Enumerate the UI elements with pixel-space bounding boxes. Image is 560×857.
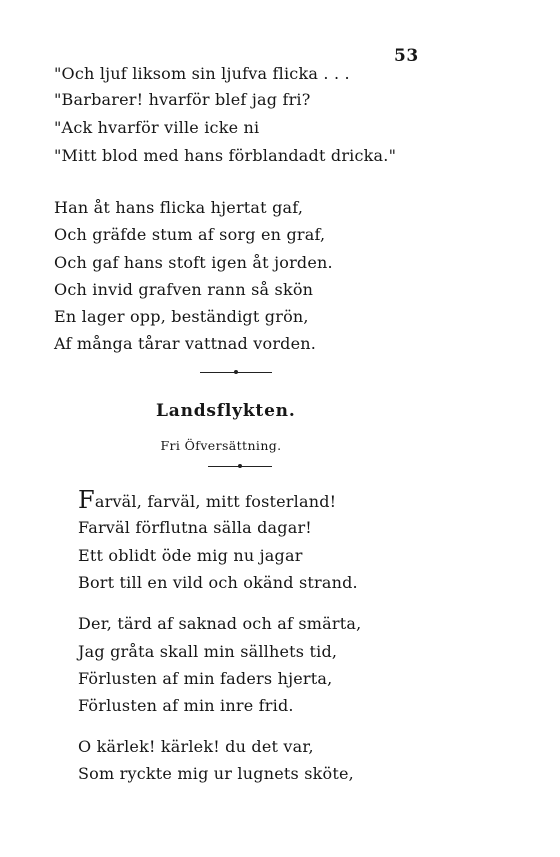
verse-line: Som ryckte mig ur lugnets sköte, (78, 764, 354, 783)
verse-line: O kärlek! kärlek! du det var, (78, 737, 314, 756)
verse-line: Och gaf hans stoft igen åt jorden. (54, 253, 333, 272)
divider-ornament (234, 370, 238, 374)
verse-line: Farväl förflutna sälla dagar! (78, 518, 312, 537)
verse-line-text: arväl, farväl, mitt fosterland! (94, 492, 337, 511)
divider-ornament (238, 464, 242, 468)
section-divider (200, 372, 272, 373)
verse-line: Förlusten af min inre frid. (78, 696, 294, 715)
verse-line: Jag gråta skall min sällhets tid, (78, 642, 338, 661)
verse-line: Förlusten af min faders hjerta, (78, 669, 333, 688)
verse-line: Och gräfde stum af sorg en graf, (54, 225, 326, 244)
verse-line: Der, tärd af saknad och af smärta, (78, 614, 362, 633)
verse-line (78, 486, 337, 514)
poem-title: Landsflykten. (156, 401, 296, 421)
poem-subtitle: Fri Öfversättning. (160, 438, 282, 453)
page-number: 53 (394, 46, 419, 66)
verse-line: "Och ljuf liksom sin ljufva flicka . . . (54, 64, 350, 83)
verse-line: Bort till en vild och okänd strand. (78, 573, 358, 592)
verse-line: "Barbarer! hvarför blef jag fri? (54, 90, 311, 109)
verse-line: En lager opp, beständigt grön, (54, 307, 309, 326)
verse-line: Af många tårar vattnad vorden. (54, 334, 317, 353)
drop-initial: F (78, 486, 95, 514)
verse-line: "Ack hvarför ville icke ni (54, 118, 260, 137)
verse-line: Han åt hans flicka hjertat gaf, (54, 198, 304, 217)
verse-line: Och invid grafven rann så skön (54, 280, 314, 299)
verse-line: "Mitt blod med hans förblandadt dricka." (54, 146, 397, 165)
verse-line: Ett oblidt öde mig nu jagar (78, 546, 303, 565)
title-divider (208, 466, 272, 467)
